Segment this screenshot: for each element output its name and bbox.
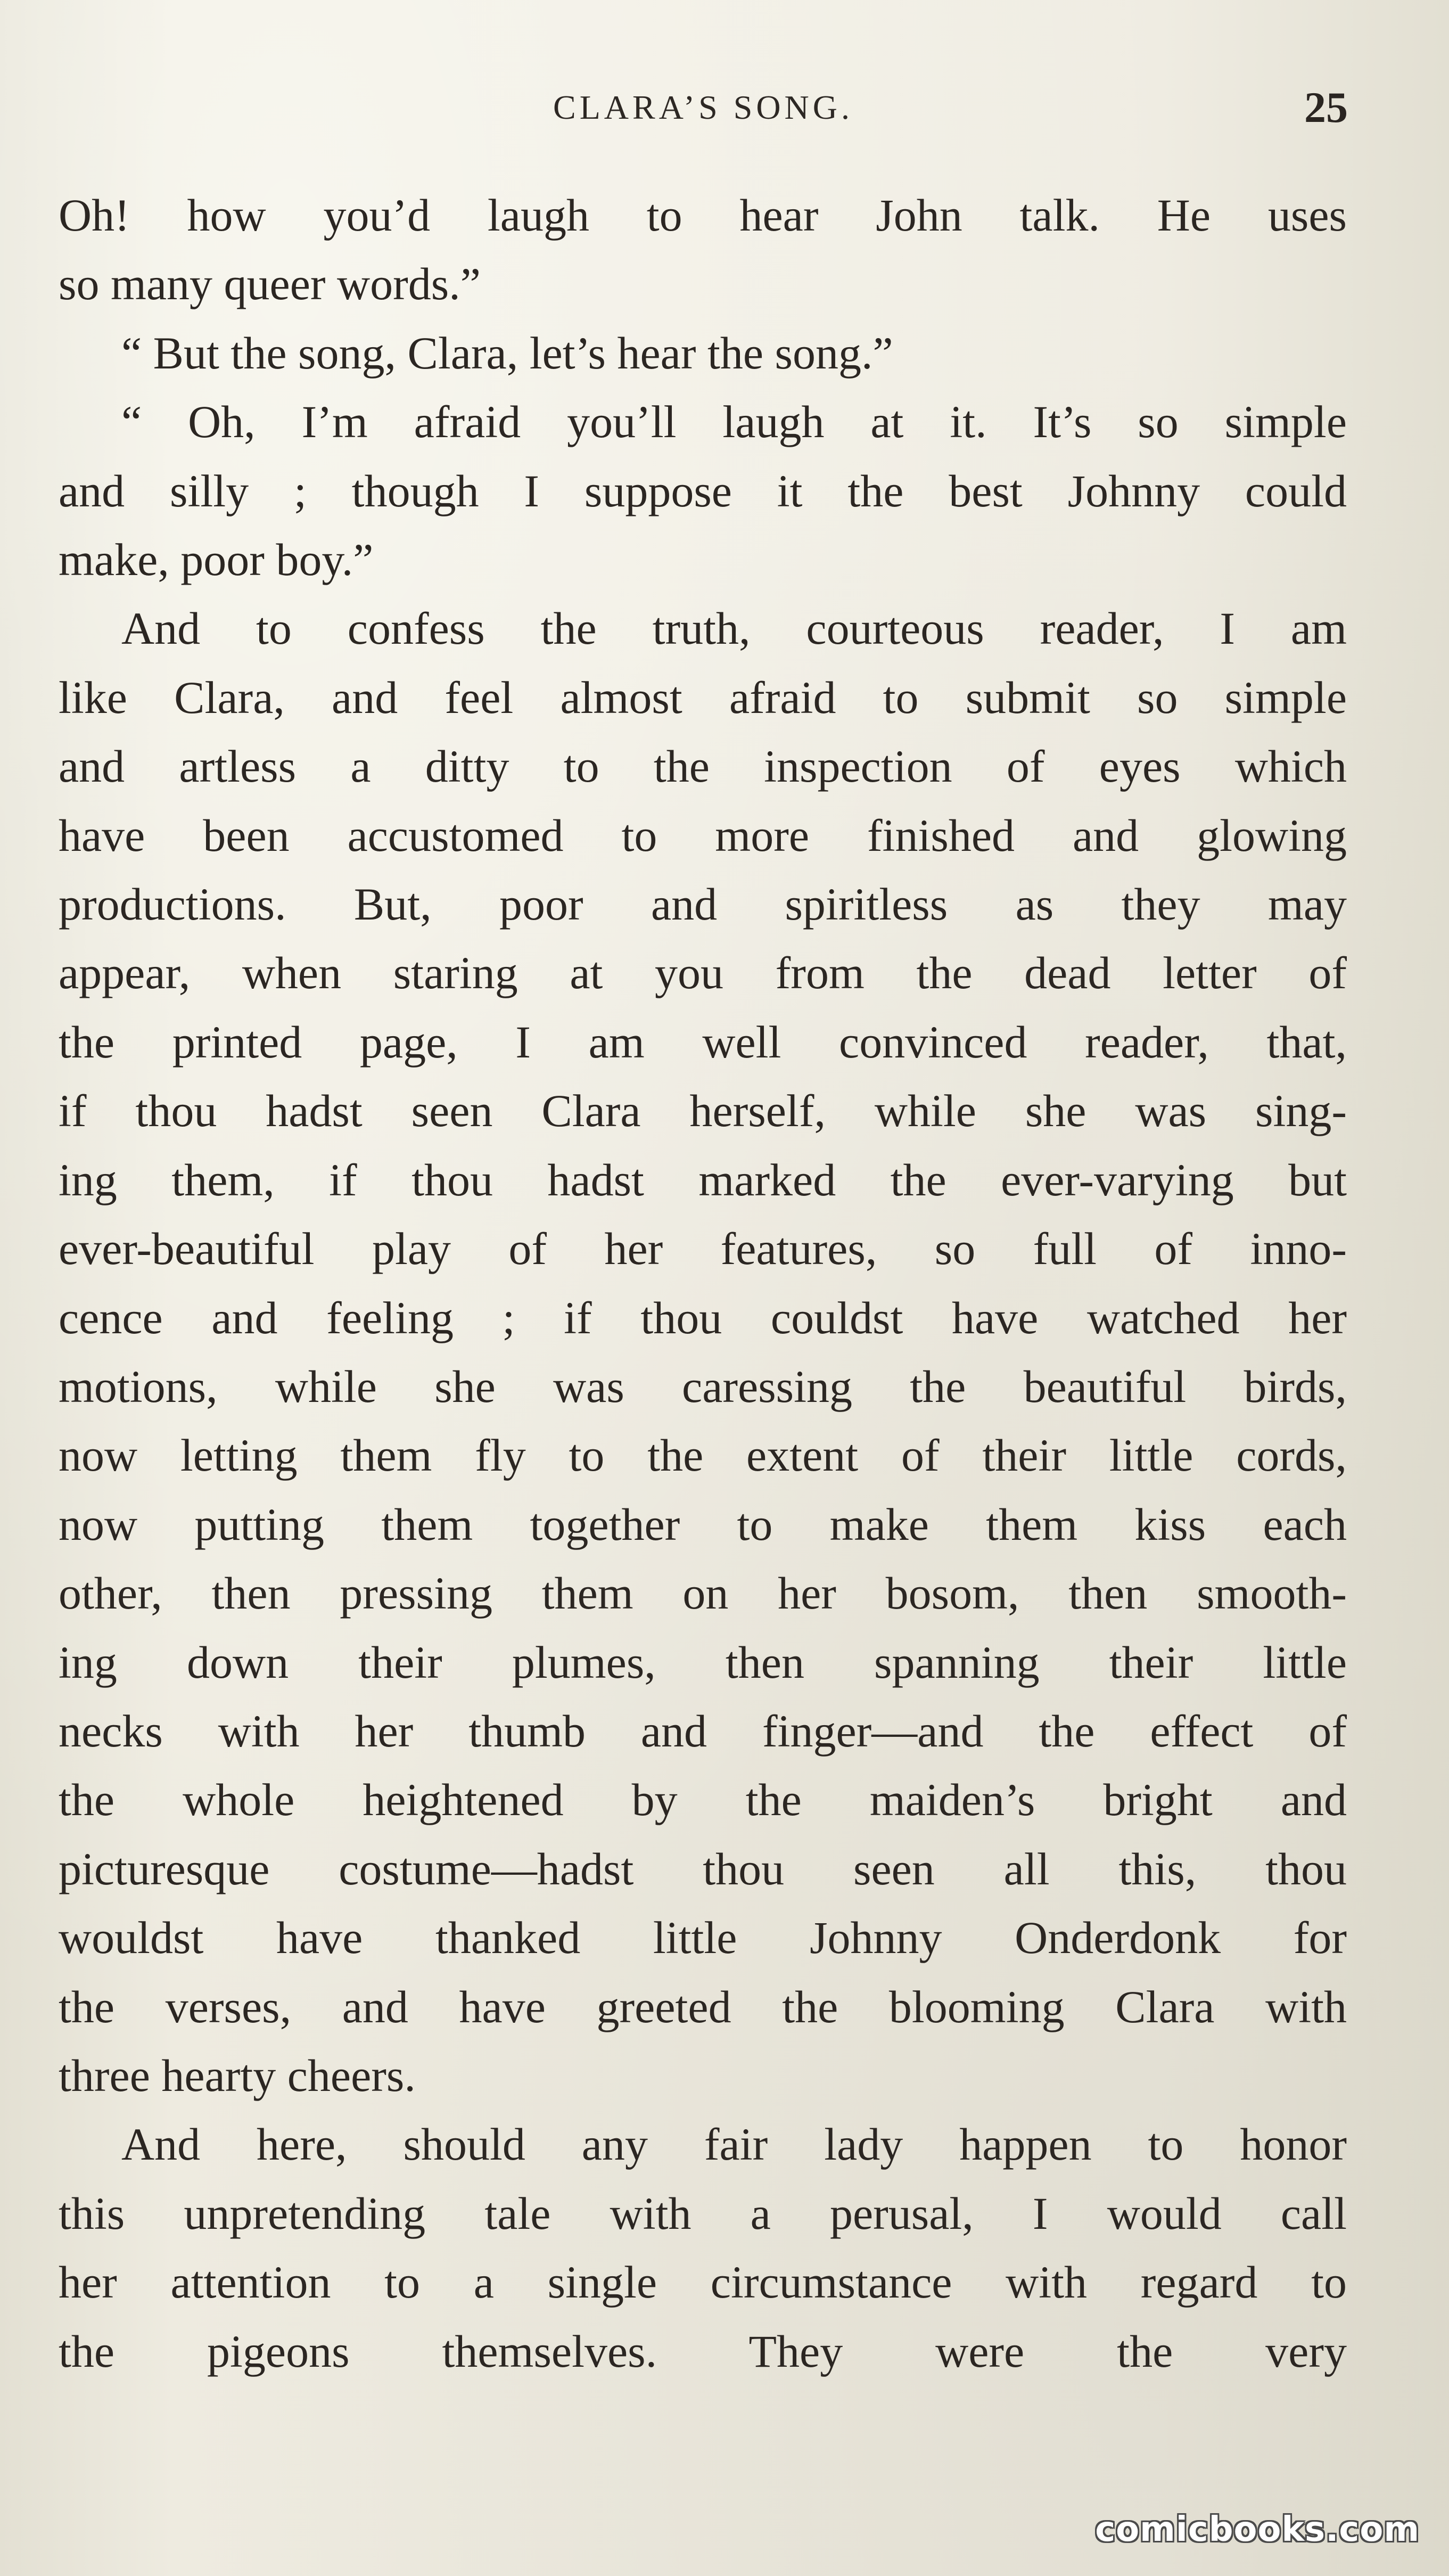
text-line: three hearty cheers. bbox=[59, 2049, 416, 2101]
text-line: necks with her thumb and finger—and the effect of bbox=[59, 1705, 1347, 1757]
text-line: “ Oh, I’m afraid you’ll laugh at it. It’s so simple bbox=[121, 396, 1347, 448]
text-line: if thou hadst seen Clara herself, while she was sing- bbox=[59, 1085, 1347, 1137]
text-line: so many queer words.” bbox=[59, 258, 481, 310]
text-line: the whole heightened by the maiden’s bright and bbox=[59, 1774, 1347, 1826]
text-line: the pigeons themselves. They were the very bbox=[59, 2325, 1347, 2377]
text-line: picturesque costume—hadst thou seen all this, thou bbox=[59, 1843, 1347, 1894]
text-line: cence and feeling ; if thou couldst have watched her bbox=[59, 1292, 1347, 1343]
text-line: now putting them together to make them kiss each bbox=[59, 1498, 1347, 1550]
text-line: make, poor boy.” bbox=[59, 534, 374, 586]
text-line: have been accustomed to more finished and glowing bbox=[59, 809, 1347, 861]
text-line: ing them, if thou hadst marked the ever-varying but bbox=[59, 1154, 1347, 1205]
text-line: this unpretending tale with a perusal, I would call bbox=[59, 2187, 1347, 2239]
watermark: comicbooks.com bbox=[1095, 2510, 1420, 2549]
text-line: and artless a ditty to the inspection of eyes which bbox=[59, 741, 1347, 792]
text-line: like Clara, and feel almost afraid to submit so simple bbox=[59, 671, 1347, 723]
text-line: the printed page, I am well convinced reader, that, bbox=[59, 1016, 1347, 1068]
text-line: productions. But, poor and spiritless as they may bbox=[59, 879, 1347, 930]
text-line: her attention to a single circumstance with regard to bbox=[59, 2257, 1347, 2308]
text-line: other, then pressing them on her bosom, then smooth- bbox=[59, 1568, 1347, 1619]
text-line: motions, while she was caressing the beautiful birds, bbox=[59, 1360, 1347, 1412]
text-line: ever-beautiful play of her features, so full of inno- bbox=[59, 1223, 1347, 1275]
running-head: CLARA’S SONG. bbox=[553, 88, 853, 126]
text-line: the verses, and have greeted the blooming Clara with bbox=[59, 1981, 1347, 2032]
text-line: wouldst have thanked little Johnny Onderdonk for bbox=[59, 1912, 1347, 1964]
text-line: “ But the song, Clara, let’s hear the song.” bbox=[121, 327, 893, 379]
text-line: Oh! how you’d laugh to hear John talk. He uses bbox=[59, 190, 1347, 241]
text-line: appear, when staring at you from the dead letter of bbox=[59, 947, 1347, 999]
text-line: and silly ; though I suppose it the best Johnny could bbox=[59, 465, 1347, 516]
page-header bbox=[59, 83, 1348, 146]
text-line: And to confess the truth, courteous reader, I am bbox=[121, 603, 1347, 654]
page-number: 25 bbox=[1304, 83, 1348, 132]
text-line: And here, should any fair lady happen to honor bbox=[121, 2119, 1347, 2170]
text-line: now letting them fly to the extent of their little cords, bbox=[59, 1430, 1347, 1481]
body-text bbox=[59, 181, 1347, 2386]
text-line: ing down their plumes, then spanning their little bbox=[59, 1636, 1347, 1688]
